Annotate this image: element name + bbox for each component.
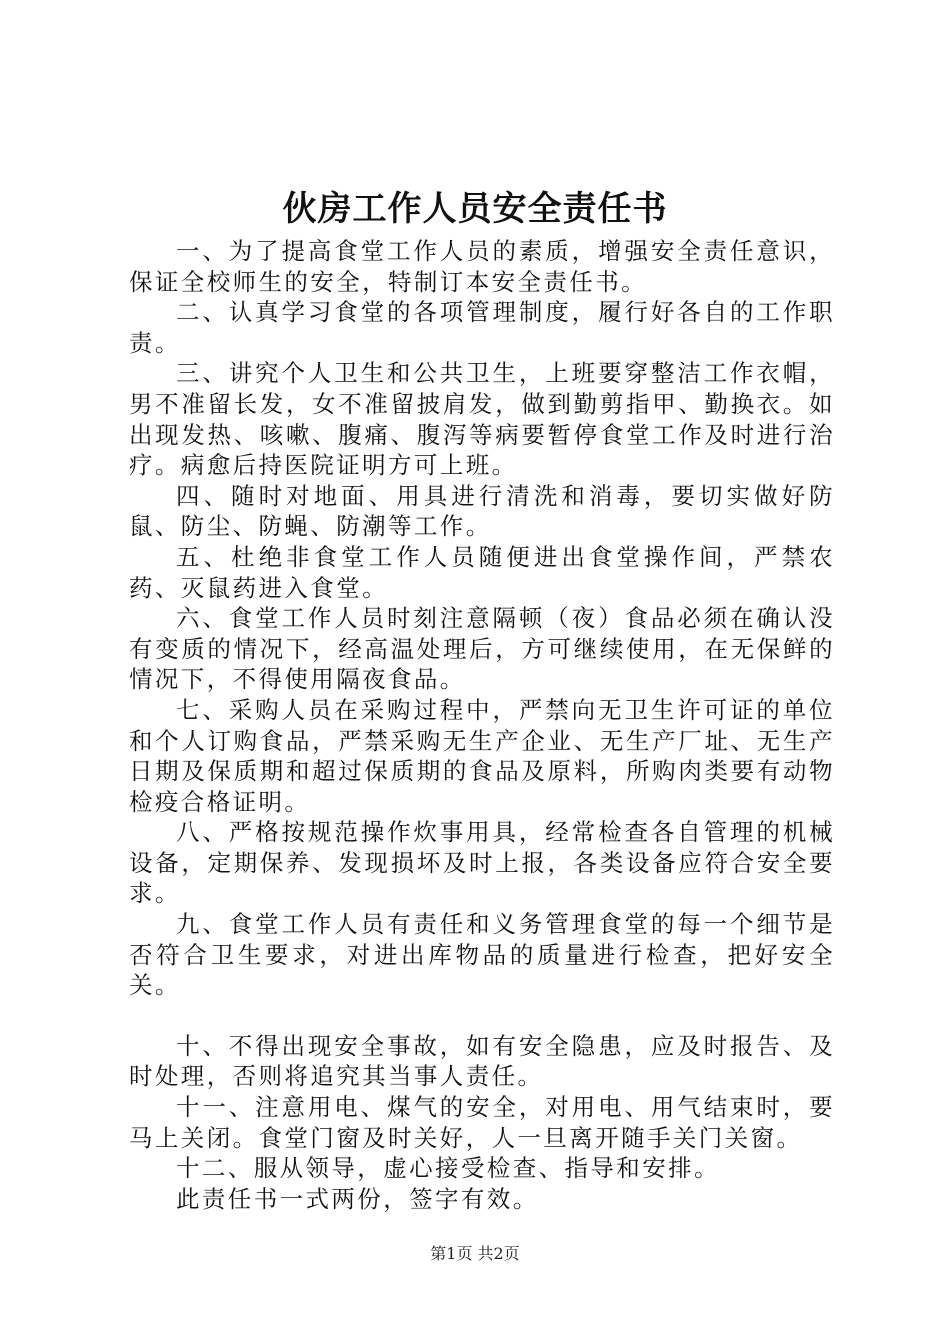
paragraph-6: 六、食堂工作人员时刻注意隔顿（夜）食品必须在确认没有变质的情况下，经高温处理后，方可继续使用，在无保鲜的情况下，不得使用隔夜食品。 (129, 604, 835, 694)
page-number-footer: 第1页 共2页 (430, 1244, 520, 1263)
paragraph-11: 十一、注意用电、煤气的安全，对用电、用气结束时，要马上关闭。食堂门窗及时关好，人一旦离开随手关门关窗。 (129, 1093, 835, 1152)
closing-statement: 此责任书一式两份，签字有效。 (176, 1184, 539, 1213)
paragraph-3: 三、讲究个人卫生和公共卫生，上班要穿整洁工作衣帽，男不准留长发，女不准留披肩发，做到勤剪指甲、勤换衣。如出现发热、咳嗽、腹痛、腹泻等病要暂停食堂工作及时进行治疗。病愈后持医院证明方可上班。 (129, 359, 835, 480)
document-title: 伙房工作人员安全责任书 (282, 189, 668, 229)
paragraph-8: 八、严格按规范操作炊事用具，经常检查各自管理的机械设备，定期保养、发现损坏及时上报，各类设备应符合安全要求。 (129, 818, 835, 908)
paragraph-12: 十二、服从领导，虚心接受检查、指导和安排。 (176, 1154, 720, 1183)
paragraph-10: 十、不得出现安全事故，如有安全隐患，应及时报告、及时处理，否则将追究其当事人责任。 (129, 1031, 835, 1091)
paragraph-5: 五、杜绝非食堂工作人员随便进出食堂操作间，严禁农药、灭鼠药进入食堂。 (129, 542, 835, 602)
document-body (129, 236, 835, 1214)
paragraph-2: 二、认真学习食堂的各项管理制度，履行好各自的工作职责。 (129, 298, 835, 357)
paragraph-9: 九、食堂工作人员有责任和义务管理食堂的每一个细节是否符合卫生要求，对进出库物品的质量进行检查，把好安全关。 (129, 910, 835, 1000)
paragraph-4: 四、随时对地面、用具进行清洗和消毒，要切实做好防鼠、防尘、防蝇、防潮等工作。 (129, 481, 835, 541)
paragraph-7: 七、采购人员在采购过程中，严禁向无卫生许可证的单位和个人订购食品，严禁采购无生产企业、无生产厂址、无生产日期及保质期和超过保质期的食品及原料，所购肉类要有动物检疫合格证明。 (129, 695, 835, 816)
paragraph-1: 一、为了提高食堂工作人员的素质，增强安全责任意识，保证全校师生的安全，特制订本安全责任书。 (129, 237, 835, 296)
